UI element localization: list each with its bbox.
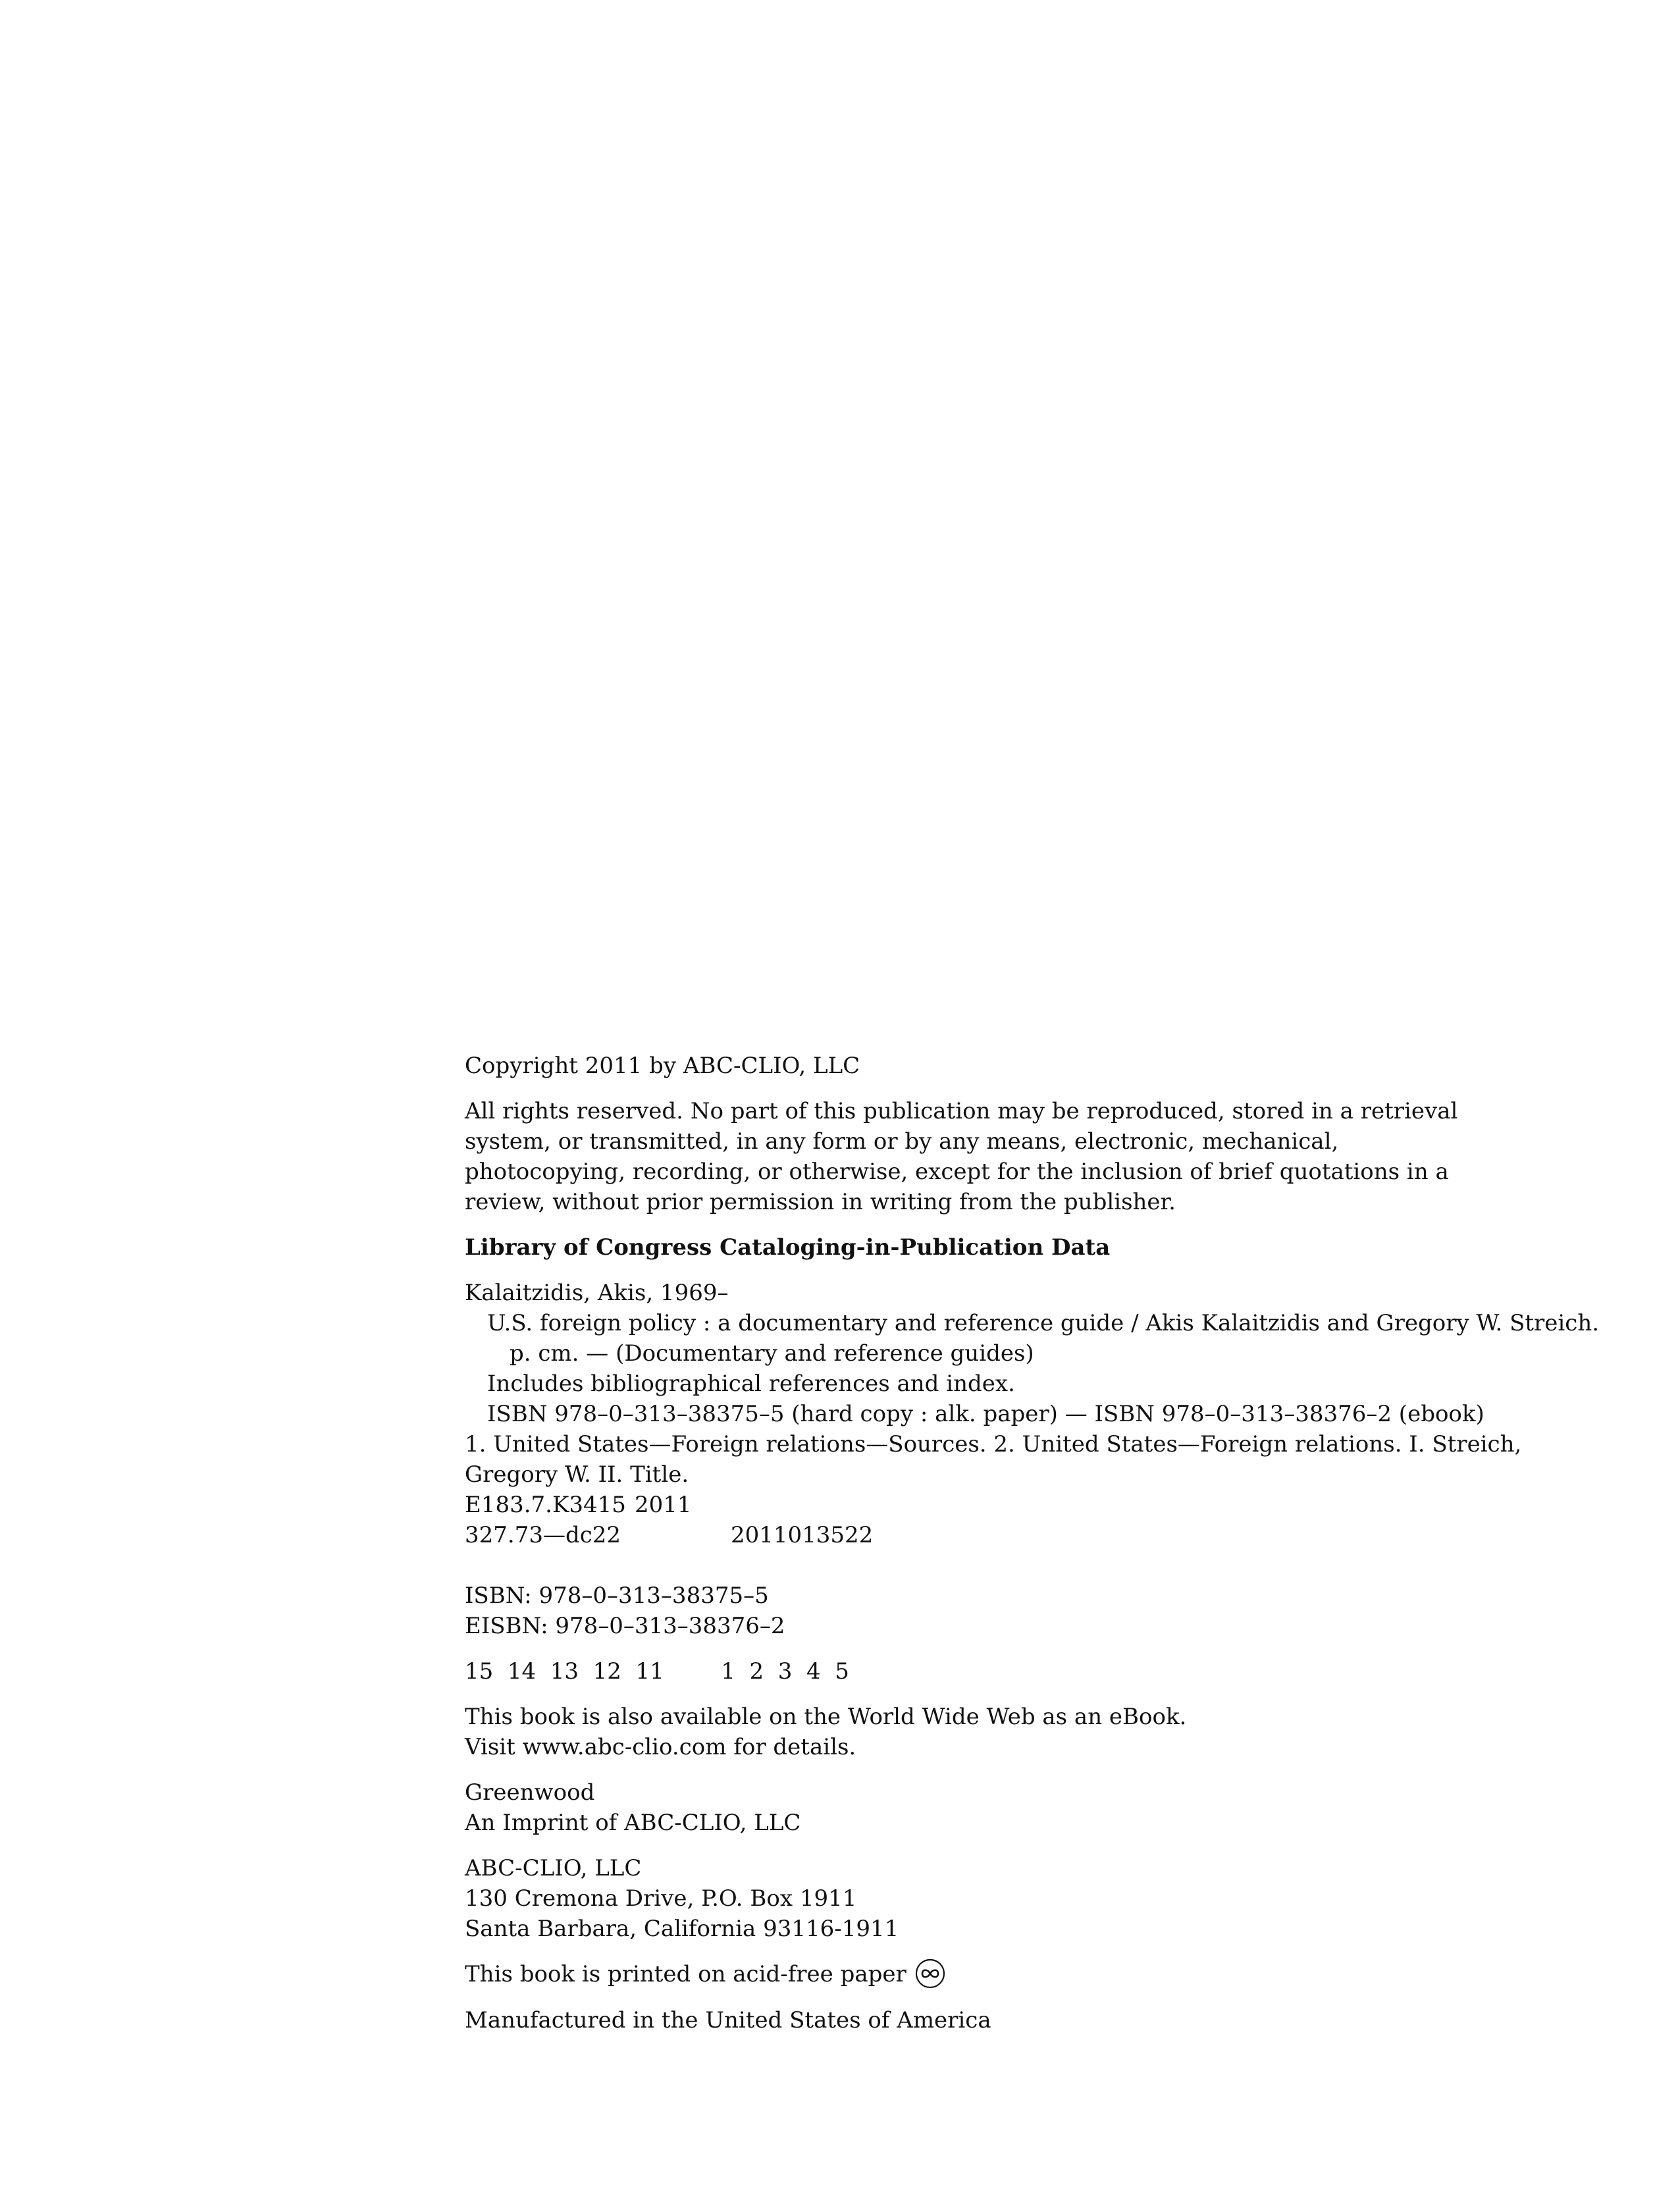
ebook-line-1: This book is also available on the World Wide Web as an eBook.	[465, 1704, 1187, 1730]
publisher-street: 130 Cremona Drive, P.O. Box 1911	[465, 1885, 857, 1912]
isbn: ISBN: 978–0–313–38375–5	[465, 1583, 769, 1609]
cip-lc-class: E183.7.K3415	[465, 1492, 626, 1518]
cip-author: Kalaitzidis, Akis, 1969–	[465, 1280, 729, 1306]
acid-free-text: This book is printed on acid-free paper	[465, 1961, 906, 1987]
imprint-name: Greenwood	[465, 1779, 595, 1806]
imprint-of: An Imprint of ABC-CLIO, LLC	[465, 1810, 801, 1836]
eisbn: EISBN: 978–0–313–38376–2	[465, 1613, 785, 1639]
cip-isbn: ISBN 978–0–313–38375–5 (hard copy : alk. paper) — ISBN 978–0–313–38376–2 (ebook)	[487, 1401, 1484, 1427]
manufactured-note: Manufactured in the United States of America	[465, 2007, 991, 2033]
cip-subjects-2: Gregory W. II. Title.	[465, 1461, 689, 1488]
acid-free-paper-icon	[914, 1958, 946, 1989]
cip-title: U.S. foreign policy : a documentary and reference guide / Akis Kalaitzidis and Gregory W. Streich.	[487, 1310, 1600, 1336]
cip-lccn: 2011013522	[731, 1522, 874, 1548]
publisher-name: ABC-CLIO, LLC	[465, 1855, 642, 1881]
rights-line-4: review, without prior permission in writing from the publisher.	[465, 1189, 1176, 1215]
cip-dewey: 327.73—dc22	[465, 1522, 621, 1548]
publisher-city: Santa Barbara, California 93116-1911	[465, 1916, 899, 1942]
rights-line-2: system, or transmitted, in any form or by any means, electronic, mechanical,	[465, 1128, 1339, 1155]
cip-includes: Includes bibliographical references and index.	[487, 1371, 1015, 1397]
cip-heading: Library of Congress Cataloging-in-Publication Data	[465, 1234, 1111, 1261]
cip-lc-year: 2011	[635, 1492, 692, 1518]
acid-free-note	[465, 1959, 946, 1989]
rights-line-1: All rights reserved. No part of this publication may be reproduced, stored in a retrieval	[465, 1098, 1458, 1124]
rights-line-3: photocopying, recording, or otherwise, except for the inclusion of brief quotations in a	[465, 1159, 1449, 1185]
printing-line: 15 14 13 12 11 1 2 3 4 5	[465, 1658, 849, 1685]
cip-subjects-1: 1. United States—Foreign relations—Sources. 2. United States—Foreign relations. I. Streich,	[465, 1431, 1522, 1457]
copyright-notice: Copyright 2011 by ABC-CLIO, LLC	[465, 1053, 860, 1079]
ebook-line-2: Visit www.abc-clio.com for details.	[465, 1734, 856, 1760]
cip-physical: p. cm. — (Documentary and reference guides)	[510, 1340, 1034, 1367]
